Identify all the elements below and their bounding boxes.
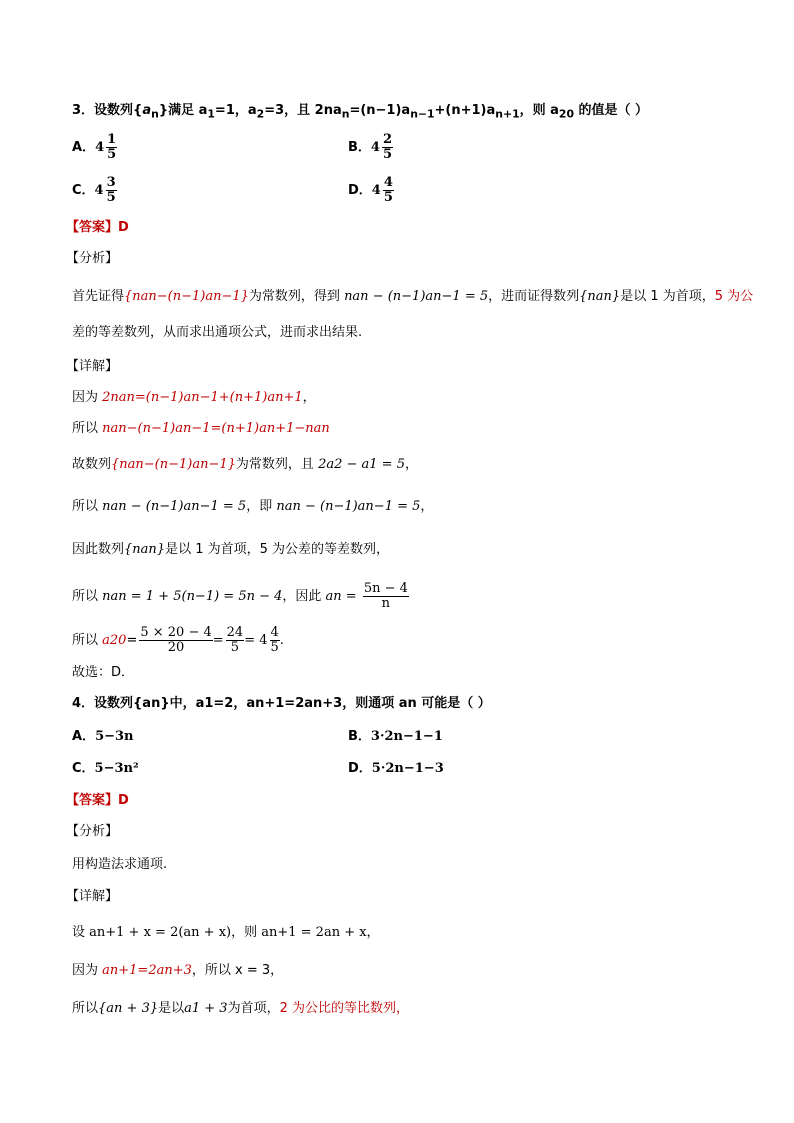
analysis-text-1: 首先证得{nan−(n−1)an−1}为常数列，得到 nan − (n−1)an−1 = 5，进而证得数列{nan}是以 1 为首项，5 为公 — [72, 289, 754, 304]
answer-label: 【答案】D — [66, 220, 129, 235]
q4-detail-line-1: 设 an+1 + x = 2(an + x)，则 an+1 = 2an + x， — [72, 925, 380, 940]
q4-analysis-text: 用构造法求通项. — [72, 857, 168, 872]
option-b[interactable]: B．4 $\frac{2}{5}$ — [348, 132, 393, 162]
detail-line-6: 所以 nan = 1 + 5(n−1) = 5n − 4，因此 an = $\frac{5n - 4}{n}$ — [72, 581, 408, 611]
q4-detail-heading: 【详解】 — [66, 889, 119, 904]
q4-option-c[interactable]: C．5−3n² — [72, 761, 139, 776]
detail-line-3: 故数列{nan−(n−1)an−1}为常数列，且 2a2 − a1 = 5， — [72, 457, 418, 472]
analysis-heading: 【分析】 — [66, 251, 119, 266]
detail-heading: 【详解】 — [66, 359, 119, 374]
question-4-stem: 4．设数列{an}中，a1=2，an+1=2an+3，则通项 an 可能是（ ） — [72, 696, 491, 711]
q4-option-d[interactable]: D．5·2n−1−3 — [348, 761, 444, 776]
question-3-stem: 3．设数列$\{a_n\}$满足 $a_1=1$，$a_2=3$，且 $2na_n=(n-1)a_{n-1}+(n+1)a_{n+1}$，则 $a_{20}$ 的值是（ ） — [72, 103, 649, 121]
detail-line-1: 因为 2nan=(n−1)an−1+(n+1)an+1， — [72, 390, 316, 405]
q4-answer-label: 【答案】D — [66, 793, 129, 808]
q4-option-a[interactable]: A．5−3n — [72, 729, 134, 744]
option-c[interactable]: C．4 $\frac{3}{5}$ — [72, 175, 116, 205]
q4-detail-line-2: 因为 an+1=2an+3，所以 x = 3， — [72, 963, 284, 978]
option-d[interactable]: D．4 $\frac{4}{5}$ — [348, 175, 393, 205]
detail-line-7: 所以 a20= $\frac{5 \times 20 - 4}{20}$ = $\frac{24}{5}$ = 4 $\frac{4}{5}$ . — [72, 625, 284, 655]
detail-line-2: 所以 nan−(n−1)an−1=(n+1)an+1−nan — [72, 421, 330, 436]
q4-detail-line-3: 所以{an + 3}是以a1 + 3为首项，2 为公比的等比数列， — [72, 1001, 409, 1016]
detail-conclusion: 故选：D． — [72, 665, 135, 680]
analysis-text-2: 差的等差数列，从而求出通项公式，进而求出结果. — [72, 325, 363, 340]
q4-analysis-heading: 【分析】 — [66, 824, 119, 839]
detail-line-4: 所以 nan − (n−1)an−1 = 5，即 nan − (n−1)an−1 = 5， — [72, 499, 434, 514]
option-a[interactable]: A．4 $\frac{1}{5}$ — [72, 132, 117, 162]
q4-option-b[interactable]: B．3·2n−1−1 — [348, 729, 443, 744]
detail-line-5: 因此数列{nan}是以 1 为首项，5 为公差的等差数列， — [72, 542, 390, 557]
